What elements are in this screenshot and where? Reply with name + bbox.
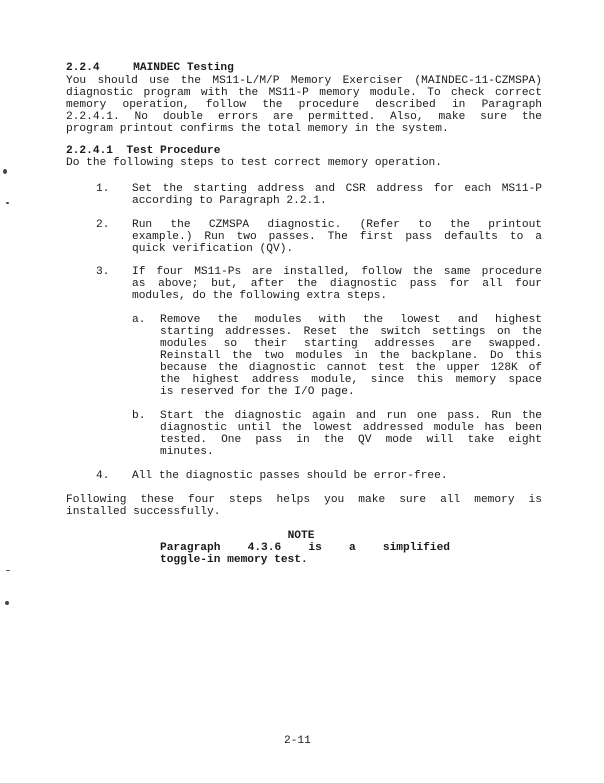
- paragraph-line: memory operation, follow the procedure described in Paragraph: [66, 99, 542, 111]
- step-number: 3.: [96, 266, 110, 278]
- substep-line: Reinstall the two modules in the backplane. Do this: [160, 350, 542, 362]
- step-number: 2.: [96, 219, 110, 231]
- step-line: according to Paragraph 2.2.1.: [132, 195, 327, 207]
- section-intro: Do the following steps to test correct memory operation.: [66, 157, 442, 169]
- step-line: quick verification (QV).: [132, 243, 294, 255]
- substep-line: modules so their starting addresses are swapped.: [160, 338, 542, 350]
- note-line: Paragraph 4.3.6 is a simplified: [160, 542, 450, 554]
- paragraph-line: 2.2.4.1. No double errors are permitted. Also, make sure the: [66, 111, 542, 123]
- substep-letter: b.: [132, 410, 146, 422]
- step-line: modules, do the following extra steps.: [132, 290, 388, 302]
- note-title: NOTE: [287, 530, 315, 542]
- paragraph-line: You should use the MS11-L/M/P Memory Exerciser (MAINDEC-11-CZMSPA): [66, 75, 542, 87]
- step-number: 4.: [96, 470, 110, 482]
- step-line: Set the starting address and CSR address for each MS11-P: [132, 183, 542, 195]
- substep-line: starting addresses. Reset the switch settings on the: [160, 326, 542, 338]
- scan-speck-mark: [5, 601, 9, 605]
- step-line: Run the CZMSPA diagnostic. (Refer to the printout: [132, 219, 542, 231]
- scan-speck-mark: [3, 169, 7, 174]
- substep-line: minutes.: [160, 446, 214, 458]
- scan-speck-mark: [6, 202, 9, 204]
- paragraph-line: diagnostic program with the MS11-P memory module. To check correct: [66, 87, 542, 99]
- section-heading-2-2-4: 2.2.4 MAINDEC Testing: [66, 62, 234, 74]
- substep-letter: a.: [132, 314, 146, 326]
- scan-speck-mark: [6, 570, 10, 571]
- step-line: example.) Run two passes. The first pass defaults to a: [132, 231, 542, 243]
- page-number: 2-11: [284, 735, 311, 747]
- step-line: as above; but, after the diagnostic pass for all four: [132, 278, 542, 290]
- note-line: toggle-in memory test.: [160, 554, 308, 566]
- substep-line: the highest address module, since this memory space: [160, 374, 542, 386]
- substep-line: Remove the modules with the lowest and highest: [160, 314, 542, 326]
- substep-line: is reserved for the I/O page.: [160, 386, 355, 398]
- closing-line: installed successfully.: [66, 506, 221, 518]
- substep-line: because the diagnostic cannot test the upper 128K of: [160, 362, 542, 374]
- closing-line: Following these four steps helps you make sure all memory is: [66, 494, 542, 506]
- step-number: 1.: [96, 183, 110, 195]
- paragraph-line: program printout confirms the total memory in the system.: [66, 123, 449, 135]
- section-heading-2-2-4-1: 2.2.4.1 Test Procedure: [66, 145, 221, 157]
- substep-line: diagnostic until the lowest addressed module has been: [160, 422, 542, 434]
- step-line: All the diagnostic passes should be error-free.: [132, 470, 448, 482]
- substep-line: Start the diagnostic again and run one pass. Run the: [160, 410, 542, 422]
- step-line: If four MS11-Ps are installed, follow the same procedure: [132, 266, 542, 278]
- substep-line: tested. One pass in the QV mode will take eight: [160, 434, 542, 446]
